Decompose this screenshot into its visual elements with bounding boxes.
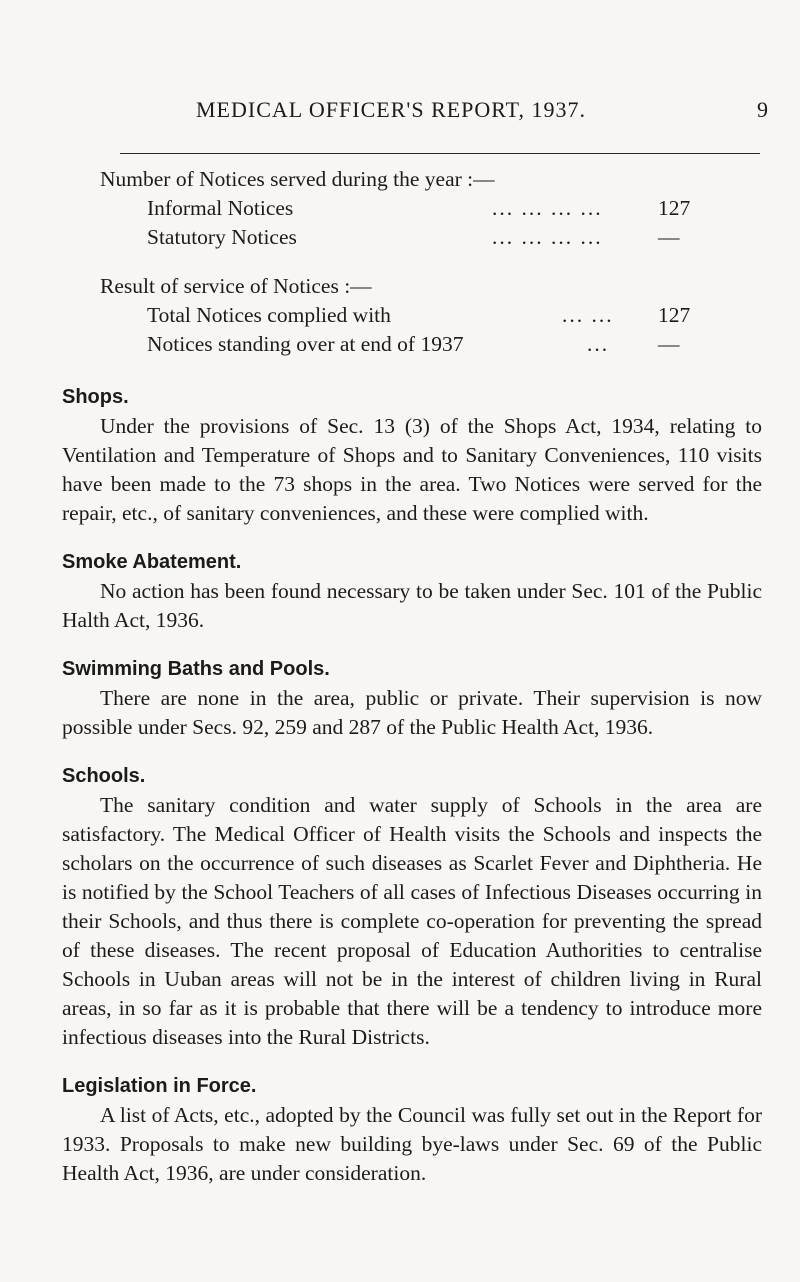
page-number: 9 xyxy=(757,97,768,122)
section-swimming-baths xyxy=(62,655,762,742)
stat-label: Statutory Notices xyxy=(147,225,297,249)
report-title: MEDICAL OFFICER'S REPORT, 1937. xyxy=(196,97,586,122)
stat-value: — xyxy=(658,332,680,356)
stat-value: 127 xyxy=(658,303,691,327)
section-smoke-abatement xyxy=(62,548,762,635)
section-schools xyxy=(62,762,762,1052)
stat-value: — xyxy=(658,225,680,249)
leader-dots: ... ... ... ... xyxy=(492,196,603,220)
section-heading: Shops. xyxy=(62,386,129,408)
section-heading: Legislation in Force. xyxy=(62,1075,257,1097)
stat-row-informal xyxy=(147,194,747,223)
stat-value: 127 xyxy=(658,196,691,220)
stat-label: Total Notices complied with xyxy=(147,303,391,327)
stat-label: Informal Notices xyxy=(147,196,294,220)
leader-dots: ... ... xyxy=(562,303,614,327)
page-header xyxy=(0,97,800,137)
leader-dots: ... xyxy=(587,332,610,356)
page-body xyxy=(62,165,762,1188)
section-heading: Swimming Baths and Pools. xyxy=(62,658,330,680)
stat-label: Notices standing over at end of 1937 xyxy=(147,332,464,356)
section-shops xyxy=(62,383,762,528)
section-text: Under the provisions of Sec. 13 (3) of the Shops Act, 1934, relating to Ventilation and Temperature of Shops and to Sanitary Conveniences, 110 visits have been made to the 73 shops in the area. Two Notices were served for the repair, etc., of sanitary conveniences, and these were complied with. xyxy=(62,414,762,525)
section-text: A list of Acts, etc., adopted by the Council was fully set out in the Report for 1933. Proposals to make new building bye-laws under Sec. 69 of the Public Health Act, 1936, are under consideration. xyxy=(62,1103,762,1185)
stat-row-complied xyxy=(147,301,747,330)
notices-result-intro: Result of service of Notices :— xyxy=(100,274,372,298)
section-legislation xyxy=(62,1072,762,1188)
leader-dots: ... ... ... ... xyxy=(492,225,603,249)
section-heading: Smoke Abatement. xyxy=(62,551,242,573)
notices-served-intro: Number of Notices served during the year :— xyxy=(100,167,495,191)
section-heading: Schools. xyxy=(62,765,146,787)
section-text: No action has been found necessary to be taken under Sec. 101 of the Public Halth Act, 1936. xyxy=(62,579,762,632)
stat-row-standing xyxy=(147,330,747,359)
section-text: There are none in the area, public or private. Their supervision is now possible under Secs. 92, 259 and 287 of the Public Health Act, 1936. xyxy=(62,686,762,739)
section-text: The sanitary condition and water supply of Schools in the area are satisfactory. The Medical Officer of Health visits the Schools and inspects the scholars on the occurrence of such diseases as Scarlet Fever and Diphtheria. He is notified by the School Teachers of all cases of Infectious Diseases occurring in their Schools, and thus there is complete co-operation for preventing the spread of these diseases. The recent proposal of Education Authorities to centralise Schools in Uuban areas will not be in the interest of children living in Rural areas, in so far as it is probable that there will be a tendency to introduce more infectious diseases into the Rural Districts. xyxy=(62,793,762,1049)
header-rule xyxy=(120,153,760,154)
stat-row-statutory xyxy=(147,223,747,252)
